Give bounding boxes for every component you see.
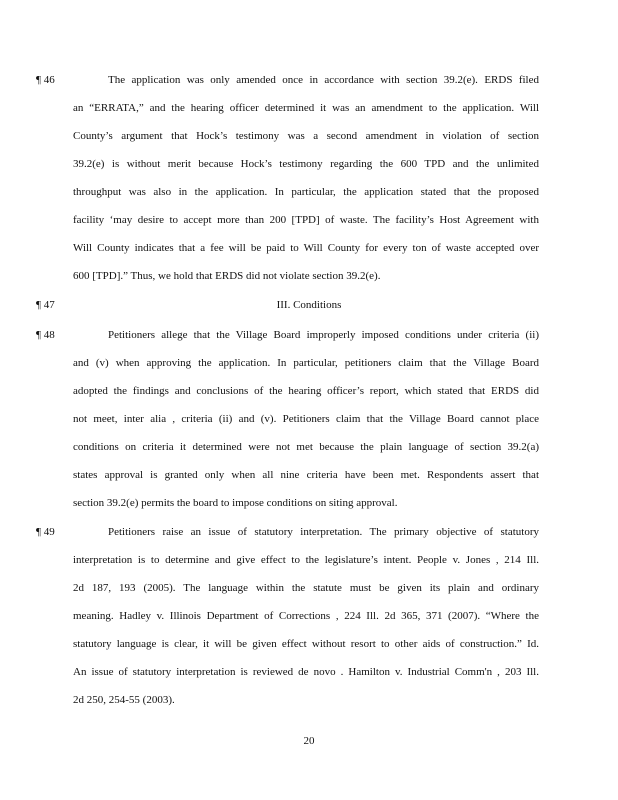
paragraph-number: ¶ 48 [36, 329, 55, 341]
text-line: Petitioners raise an issue of statutory interpretation. The primary objective of statutory [108, 526, 539, 538]
text-line: 2d 187, 193 (2005). The language within the statute must be given its plain and ordinary [73, 582, 539, 594]
text-line: conditions on criteria it determined were not met because the plain language of section 39.2(a) [73, 441, 539, 453]
text-line: An issue of statutory interpretation is reviewed de novo . Hamilton v. Industrial Comm'n , 203 Ill. [73, 666, 539, 678]
text-line: 2d 250, 254-55 (2003). [73, 694, 175, 706]
text-line: meaning. Hadley v. Illinois Department of Corrections , 224 Ill. 2d 365, 371 (2007). “Where the [73, 610, 539, 622]
paragraph-number: ¶ 46 [36, 74, 55, 86]
page-number: 20 [303, 735, 315, 747]
text-line: Will County indicates that a fee will be paid to Will County for every ton of waste accepted over [73, 242, 539, 254]
paragraph-number: ¶ 49 [36, 526, 55, 538]
text-line: The application was only amended once in accordance with section 39.2(e). ERDS filed [108, 74, 539, 86]
text-line: statutory language is clear, it will be given effect without resort to other aids of construction.” Id. [73, 638, 539, 650]
text-line: Petitioners allege that the Village Board improperly imposed conditions under criteria (ii) [108, 329, 539, 341]
text-line: interpretation is to determine and give effect to the legislature’s intent. People v. Jones , 214 Ill. [73, 554, 539, 566]
text-line: facility ‘may desire to accept more than 200 [TPD] of waste. The facility’s Host Agreement with [73, 214, 539, 226]
text-line: 39.2(e) is without merit because Hock’s testimony regarding the 600 TPD and the unlimited [73, 158, 539, 170]
text-line: states approval is granted only when all nine criteria have been met. Respondents assert that [73, 469, 539, 481]
text-line: adopted the findings and conclusions of the hearing officer’s report, which stated that ERDS did [73, 385, 539, 397]
text-line: and (v) when approving the application. In particular, petitioners claim that the Village Board [73, 357, 539, 369]
text-line: an “ERRATA,” and the hearing officer determined it was an amendment to the application. Will [73, 102, 539, 114]
text-line: section 39.2(e) permits the board to impose conditions on siting approval. [73, 497, 398, 509]
section-heading: III. Conditions [276, 299, 342, 311]
text-line: 600 [TPD].” Thus, we hold that ERDS did not violate section 39.2(e). [73, 270, 381, 282]
text-line: throughput was also in the application. In particular, the application stated that the proposed [73, 186, 539, 198]
paragraph-number: ¶ 47 [36, 299, 55, 311]
text-line: County’s argument that Hock’s testimony was a second amendment in violation of section [73, 130, 539, 142]
text-line: not meet, inter alia , criteria (ii) and (v). Petitioners claim that the Village Board cannot place [73, 413, 539, 425]
